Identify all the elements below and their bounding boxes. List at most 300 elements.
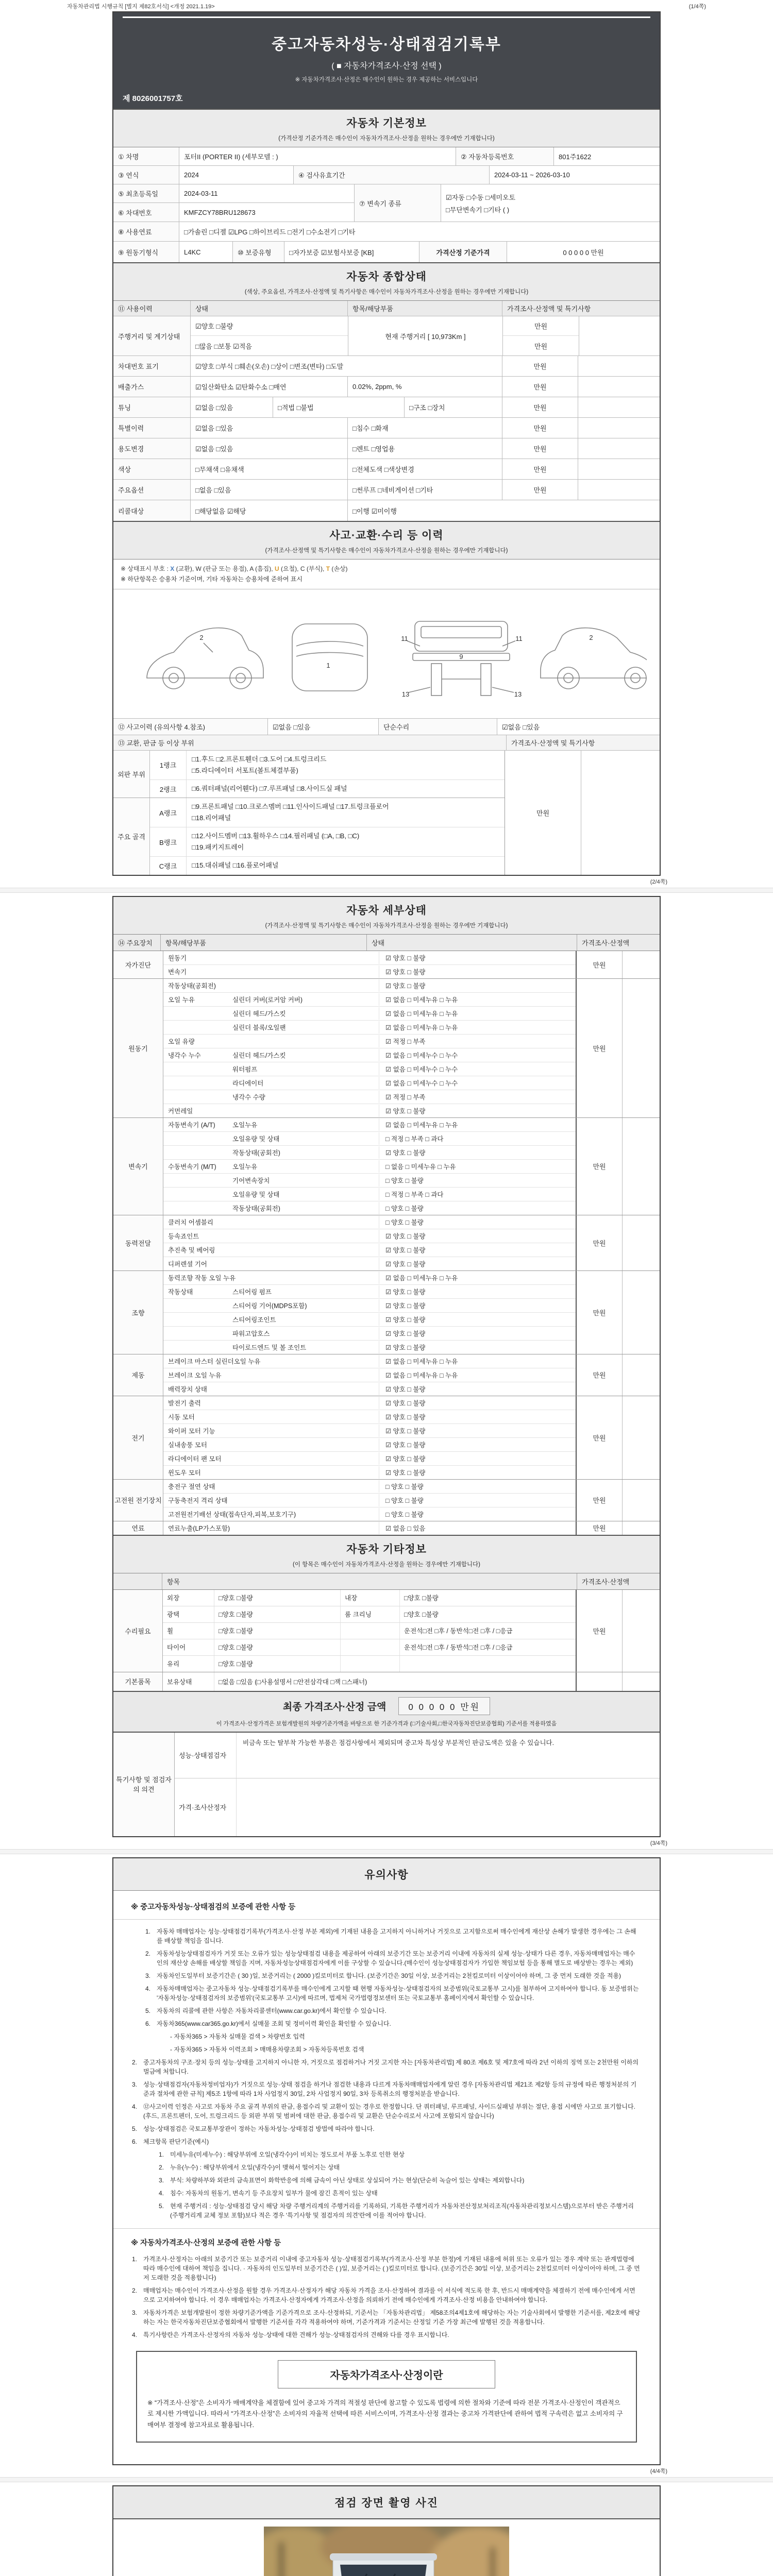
- remarks-cell: [578, 356, 660, 376]
- notice-item: [145, 2006, 641, 2015]
- diagram-number-2-left: 2: [199, 633, 204, 641]
- price-cell: 만원: [576, 951, 622, 978]
- device-row: [163, 1118, 576, 1132]
- device-subitem-label: 오일유량 및 상태: [232, 1135, 280, 1143]
- inspector-opinion-table: [113, 1733, 660, 1836]
- device-group-rows: [163, 979, 576, 1117]
- price-cell: 만원: [502, 459, 578, 479]
- device-row: [163, 1521, 576, 1535]
- price-cell: [576, 1672, 622, 1691]
- price-cell: 만원: [576, 1480, 622, 1521]
- device-status-checkboxes: ☑ 없음 □ 미세누수 □ 누수: [379, 1077, 576, 1089]
- device-item-label: 발전기 출력: [168, 1399, 201, 1407]
- price-cell: 만원: [576, 1354, 622, 1396]
- vin-marking-label: 차대번호 표기: [113, 356, 191, 376]
- device-row: [163, 1396, 576, 1410]
- main-options-row: [113, 480, 660, 500]
- price-cell: 만원: [576, 979, 622, 1117]
- device-group: [113, 1271, 660, 1354]
- device-row: [163, 951, 576, 965]
- sheet-page-4: [112, 2485, 661, 2576]
- first-registration-label: ⑤ 최초등록일: [113, 184, 179, 202]
- registration-no-label: ② 자동차등록번호: [456, 147, 554, 165]
- notice-item-number: 5.: [145, 2007, 151, 2014]
- price-cell: 만원: [502, 480, 578, 500]
- repair-item-a-label: 광택: [163, 1606, 214, 1622]
- notice-subtitle-1: ※ 중고자동차성능·상태점검의 보증에 관한 사항 등: [113, 1894, 660, 1920]
- repair-row: [163, 1590, 576, 1606]
- diagram-number-1: 1: [326, 661, 330, 669]
- repair-item-a-status: □양호 □불량: [214, 1606, 341, 1622]
- notice-item-number: 6.: [132, 2138, 138, 2145]
- device-subitem-label: [229, 1262, 379, 1265]
- price-cell: 만원: [502, 438, 578, 459]
- repair-item-b-label: 내장: [341, 1590, 400, 1606]
- device-row: [163, 1201, 576, 1215]
- overall-state-header: [113, 262, 660, 301]
- final-price-note: 이 가격조사·산정가격은 보험개발원의 차량기준가액을 바탕으로 한 기준가격과 (□기술사회,□한국자동차진단보증협회) 기준서를 적용하였음: [216, 1720, 557, 1727]
- mileage-label: 주행거리 및 계기상태: [113, 316, 191, 355]
- notice-item-number: 2.: [132, 2058, 138, 2066]
- notice-item-text: 부식: 차량하부와 외판의 금속표면이 화학반응에 의해 금속이 아닌 상태로 상실되어 가는 현상(단순히 녹슬어 있는 상태는 제외합니다): [170, 2176, 525, 2184]
- photo-area: [113, 2519, 660, 2576]
- rank-parts-checkboxes: [187, 751, 505, 779]
- vehicle-diagram: [113, 589, 660, 719]
- accident-history-note: (가격조사·산정액 및 특기사항은 매수인이 자동차가격조사·산정을 원하는 경우에만 기재합니다): [265, 548, 508, 554]
- transmission-type-value: [441, 184, 660, 222]
- device-item-label: [163, 1346, 229, 1349]
- device-item-label: 브레이크 오일 누유: [168, 1371, 222, 1379]
- device-item-label: 라디에이터 팬 모터: [168, 1455, 222, 1463]
- device-item-label: 충전구 절연 상태: [168, 1483, 215, 1490]
- device-item-label: 추진축 및 베어링: [168, 1246, 215, 1254]
- remarks-cell: [622, 1672, 660, 1691]
- overall-state-table: [113, 301, 660, 521]
- device-item-label: 작동상태: [168, 1288, 193, 1296]
- basic-row-name: [113, 147, 660, 166]
- device-group-rows: [163, 1271, 576, 1354]
- device-status-checkboxes: □ 적정 □ 부족 □ 과다: [379, 1188, 576, 1200]
- rank-parts-line-1: □15.대쉬패널 □16.플로어패널: [192, 861, 279, 870]
- price-cell: 만원: [502, 377, 578, 397]
- basic-items-label: 기본품목: [113, 1672, 163, 1691]
- col-major-device: ⑭ 주요장치: [113, 935, 161, 951]
- repair-rows: [163, 1590, 576, 1672]
- rank-groups: [113, 751, 505, 875]
- device-status-checkboxes: ☑ 없음 □ 미세누유 □ 누유: [379, 1272, 576, 1284]
- main-options-detail: □썬루프 □네비게이션 □기타: [348, 480, 502, 500]
- detail-state-note: (가격조사·산정액 및 특기사항은 매수인이 자동차가격조사·산정을 원하는 경우에만 기재합니다): [265, 922, 508, 929]
- price-cell: 만원: [576, 1271, 622, 1354]
- usage-change-label: 용도변경: [113, 438, 191, 459]
- device-row: [163, 1104, 576, 1117]
- rank-group: [113, 798, 505, 874]
- overall-state-title: 자동차 종합상태: [346, 271, 427, 283]
- notice-item: [159, 2045, 641, 2054]
- notice-item-text: 미세누유(미세누수) : 해당부위에 오일(냉각수)이 비치는 정도로서 부품 노후로 인한 현상: [170, 2150, 405, 2158]
- notice-item-text: 자동차인도일부터 보증기간은 ( 30 )일, 보증거리는 ( 2000 )킬로미터로 합니다. (보증기간은 30일 이상, 보증거리는 2천킬로미터 이상이어야 하며, 그 중 먼저 도래한 것을 적용): [157, 1972, 621, 1979]
- device-status-checkboxes: ☑ 적정 □ 부족: [379, 1091, 576, 1103]
- notice-item: [145, 1984, 641, 2003]
- inspection-validity-label: ④ 검사유효기간: [294, 166, 490, 184]
- basic-items-group: [113, 1672, 660, 1691]
- notice-item-text: - 자동차365 > 자동차 실매물 검색 > 차량번호 입력: [170, 2032, 305, 2040]
- performance-inspector-opinion: 비금속 또는 탈부착 가능한 부품은 점검사항에서 제외되며 중고차 특성상 부분적인 판금도색은 있을 수 있습니다.: [243, 1739, 554, 1747]
- device-status-checkboxes: ☑ 양호 □ 불량: [379, 1258, 576, 1270]
- color-label: 색상: [113, 459, 191, 479]
- notice-item-number: 4.: [159, 2189, 164, 2197]
- final-price-band: [113, 1691, 660, 1733]
- notice-item: [132, 2255, 641, 2282]
- device-group: [113, 1480, 660, 1521]
- registration-no-value: 801주1622: [559, 153, 592, 161]
- device-item-label: [163, 1304, 229, 1307]
- device-item-label: [163, 1318, 229, 1321]
- page-marker-2: (2/4쪽): [650, 878, 667, 885]
- color-detail: □전체도색 □색상변경: [348, 459, 502, 479]
- device-row: [163, 965, 576, 978]
- device-status-checkboxes: ☑ 양호 □ 불량: [379, 1438, 576, 1451]
- device-subitem-label: 기어변속장치: [232, 1177, 270, 1184]
- device-row: [163, 1007, 576, 1021]
- device-group-name: 제동: [113, 1354, 163, 1396]
- device-subitem-label: 작동상태(공회전): [232, 1205, 280, 1212]
- device-group-rows: [163, 1354, 576, 1396]
- device-item-label: [163, 1151, 229, 1154]
- device-row: [163, 1424, 576, 1438]
- device-row: [163, 979, 576, 993]
- car-outline-diagram-svg: [126, 596, 647, 711]
- device-subitem-label: [229, 1443, 379, 1446]
- diagram-number-11-left: 11: [401, 634, 408, 642]
- device-group-name: 고전원 전기장치: [113, 1480, 163, 1521]
- device-item-label: 커먼레일: [168, 1107, 193, 1115]
- etc-info-note: (이 항목은 매수인이 자동차가격조사·산정을 원하는 경우에만 기재합니다): [293, 1561, 480, 1568]
- notice-item: [132, 2102, 641, 2121]
- first-registration-value: 2024-03-11: [184, 190, 218, 197]
- device-subitem-label: [229, 1499, 379, 1502]
- device-row: [163, 1452, 576, 1466]
- repair-row: [163, 1623, 576, 1639]
- device-subitem-label: [229, 1234, 379, 1238]
- tuning-status-3: □구조 □장치: [405, 397, 502, 417]
- notice-item: [132, 2286, 641, 2304]
- repair-row: [163, 1656, 576, 1672]
- special-history-label: 특별이력: [113, 418, 191, 438]
- page-gap: [0, 2477, 773, 2482]
- rank-parts-line-1: □12.사이드멤버 □13.휠하우스 □14.필러패널 (□A, □B, □C): [192, 832, 360, 840]
- notice-item-number: 2.: [159, 2163, 164, 2171]
- tuning-status-1: ☑없음 □있음: [191, 397, 273, 417]
- etc-info-title: 자동차 기타정보: [346, 1543, 427, 1555]
- rank-table: [113, 751, 660, 875]
- device-row: [163, 1341, 576, 1354]
- exchange-parts-label: ⑬ 교환, 판금 등 이상 부위: [113, 735, 507, 750]
- device-row: [163, 1354, 576, 1368]
- base-price-value: 0 0 0 0 0 만원: [563, 248, 604, 257]
- final-price-value: 0 0 0 0 0 만원: [398, 1697, 490, 1715]
- device-status-checkboxes: ☑ 양호 □ 불량: [379, 1299, 576, 1312]
- price-cell: 만원: [576, 1118, 622, 1215]
- device-group-rows: [163, 1396, 576, 1479]
- fuel-checkboxes: □가솔린 □디젤 ☑LPG □하이브리드 □전기 □수소전기 □기타: [184, 228, 356, 236]
- notice-items-b: [113, 2255, 660, 2340]
- detail-state-header: [113, 897, 660, 935]
- device-item-label: 등속죠인트: [168, 1232, 199, 1240]
- device-subitem-label: [296, 1513, 379, 1516]
- device-item-label: 냉각수 누수: [168, 1052, 201, 1059]
- color-status: □무채색 □유채색: [191, 459, 348, 479]
- legend-part: (흠집),: [255, 565, 275, 572]
- rank-group-rows: [150, 798, 505, 874]
- device-item-label: [163, 1095, 229, 1098]
- basic-row-reg-vin-trans: [113, 184, 660, 222]
- device-subitem-label: [229, 1429, 379, 1432]
- device-group-name: 변속기: [113, 1118, 163, 1215]
- remarks-cell: [622, 1215, 660, 1270]
- device-status-checkboxes: □ 양호 □ 불량: [379, 1480, 576, 1493]
- notice-item: [159, 2032, 641, 2041]
- diagram-number-13-right: 13: [514, 690, 522, 698]
- device-status-checkboxes: ☑ 없음 □ 있음: [379, 1522, 576, 1534]
- device-row: [163, 1035, 576, 1048]
- notice-item: [132, 2330, 641, 2340]
- remarks-cell: [578, 459, 660, 479]
- simple-repair-label: 단순수리: [379, 719, 497, 735]
- device-group-name: 연료: [113, 1521, 163, 1535]
- device-row: [163, 1146, 576, 1160]
- sheet-page-3: [112, 1857, 661, 2466]
- etc-col-blank: [113, 1573, 162, 1589]
- device-subitem-label: 실린더 커버(로커암 커버): [232, 996, 303, 1004]
- device-group: [113, 1396, 660, 1480]
- device-item-label: 와이퍼 모터 기능: [168, 1427, 215, 1435]
- device-group: [113, 951, 660, 979]
- price-cell: 만원: [576, 1521, 622, 1535]
- repair-item-a-label: 타이어: [163, 1639, 214, 1655]
- notice-item-text: 가격조사·산정자는 아래의 보증기간 또는 보증거리 이내에 중고자동차 성능·상태점검기록부(가격조사·산정 부분 한정)에 기재된 내용에 허위 또는 오류가 있는 경우 계약 또는 관계법령에 따라 매수인에 대하여 책임을 집니다. · 자동차의 인도일부터 보증기간은 ( )일, 보증거리는 ( )킬로미터로 합니다. (보증기간은 30일 이상, 보증거리는 2천킬로미터 이상이어야 하며, 그 중 먼저 도래한 것을 적용합니다): [143, 2255, 640, 2281]
- device-subitem-label: [229, 970, 379, 973]
- model-year-value: 2024: [179, 166, 294, 184]
- sheet-page-2: [112, 896, 661, 1837]
- device-item-label: [163, 1067, 229, 1071]
- document-title: 중고자동차성능·상태점검기록부: [272, 36, 501, 53]
- device-group-name: 자가진단: [113, 951, 163, 978]
- vin-marking-status: ☑양호 □부식 □훼손(오손) □상이 □변조(변타) □도말: [191, 356, 502, 376]
- notice-item: [132, 2058, 641, 2076]
- first-registration-row: [113, 184, 354, 203]
- device-group-name: 조향: [113, 1271, 163, 1354]
- legend-part: T: [326, 565, 330, 572]
- legend-part: X: [170, 565, 175, 572]
- diagram-number-13-left: 13: [401, 690, 410, 698]
- device-subitem-label: 냉각수 수량: [232, 1093, 265, 1101]
- price-cell: 만원: [576, 1215, 622, 1270]
- rank-parts-line-2: □19.패키지트레이: [192, 843, 244, 852]
- col-item-part: 항목/해당부품: [161, 935, 367, 951]
- remarks-cell: [622, 979, 660, 1117]
- etc-col-price: 가격조사·산정액: [582, 1578, 630, 1586]
- engine-type-value: L4KC: [179, 242, 233, 262]
- device-subitem-label: 오일누유: [232, 1163, 258, 1171]
- device-subitem-label: [229, 1387, 379, 1391]
- notice-item-text: ⑫사고이력 인정은 사고로 자동차 주요 골격 부위의 판금, 용접수리 및 교환이 있는 경우로 한정합니다. 단 쿼터패널, 루프패널, 사이드실패널 부위는 절단, 용접 시에만 사고로 표기합니다. (후드, 프론트펜더, 도어, 트렁크리드 등 외판 부위 및 범퍼에 대한 판금, 용접수리 및 교환은 단순수리로서 사고에 포함되지 않습니다): [143, 2103, 635, 2120]
- rank-row: [150, 827, 505, 857]
- device-group: [113, 1118, 660, 1215]
- price-appraisal-definition-body: ※ “가격조사·산정”은 소비자가 매매계약을 체결함에 있어 중고차 가격의 적절성 판단에 참고할 수 있도록 법령에 의한 절차와 기준에 따라 전문 가격조사·산정인이 객관적으로 제시한 가액입니다. 따라서 “가격조사·산정”은 소비자의 자율적 선택에 따른 서비스이며, 가격조사·산정 결과는 중고차 가격판단에 관하여 법적 구속력은 없고 소비자의 구매여부 결정에 참고자료로 활용됩니다.: [147, 2399, 623, 2429]
- tuning-status-2: □적법 □불법: [273, 397, 405, 417]
- notice-item: [132, 2080, 641, 2098]
- notice-item-text: 자동차성능상태점검자가 거짓 또는 오류가 있는 성능상태점검 내용을 제공하여 아래의 보증기간 또는 보증거리 이내에 자동차의 실제 성능·상태가 다른 경우, 자동차매매업자는 매수인의 재산상 손해를 배상할 책임을 지며, 자동차성능상태점검자에게 이를 구상할 수 있습니다.(매수인이 성능상태점검자가 가입한 책임보험 등을 통해 별도로 배상받는 경우는 제외): [157, 1950, 635, 1967]
- car-name-value: 포터II (PORTER II) (세부모델 : ): [179, 147, 456, 165]
- device-item-label: [163, 1207, 229, 1210]
- basic-items-row: [163, 1672, 576, 1691]
- basic-info-header: [113, 109, 660, 147]
- device-subitem-label: 스티어링조인트: [232, 1316, 276, 1324]
- device-status-checkboxes: ☑ 양호 □ 불량: [379, 1285, 576, 1298]
- document-note: ※ 자동차가격조사·산정은 매수인이 원하는 경우 제공하는 서비스입니다: [295, 77, 478, 83]
- device-row: [163, 1507, 576, 1521]
- used-car-inspection-report: [0, 2, 773, 2576]
- device-status-checkboxes: ☑ 없음 □ 미세누유 □ 누유: [379, 1355, 576, 1367]
- basic-row-year: [113, 166, 660, 184]
- device-row: [163, 1285, 576, 1299]
- notice-item-text: 매매업자는 매수인이 가격조사·산정을 원할 경우 가격조사·산정자가 해당 자동차 가격을 조사·산정하여 결과를 이 서식에 적도록 한 후, 반드시 매매계약을 체결하기 전에 매수인에게 서면으로 고지하여야 합니다. 이 경우 매매업자는 가격조사·산정자에게 가격조사·산정을 의뢰하기 전에 매수인에게 가격조사·산정 비용을 안내하여야 합니다.: [143, 2286, 635, 2303]
- notice-item-text: 침수: 자동차의 원동기, 변속기 등 주요장치 일부가 물에 잠긴 흔적이 있는 상태: [170, 2189, 378, 2197]
- legend-part: C: [300, 565, 305, 572]
- notice-item-text: 자동차매매업자는 중고자동차 성능·상태점검기록부를 매수인에게 고지할 때 현행 자동차성능·상태점검자의 보증범위(국토교통부 고시)를 첨부하여 고지하여야 합니다. 동 보증범위는 '자동차성능·상태점검자의 보증범위'(국토교통부 고시)에 따르며, 법제처 국가법령정보센터 또는 국토교통부 홈페이지에서 확인할 수 있습니다.: [157, 1985, 639, 2002]
- notice-item-number: 2.: [145, 1950, 151, 1957]
- rank-level-label: A랭크: [150, 798, 187, 827]
- notice-item-number: 1.: [132, 2255, 138, 2263]
- notice-item: [132, 2137, 641, 2146]
- main-options-label: 주요옵션: [113, 480, 191, 500]
- notice-item: [159, 2150, 641, 2159]
- device-subitem-label: 워터펌프: [232, 1065, 258, 1073]
- notice-subtitle-2: ※ 자동차가격조사·산정의 보증에 관한 사항 등: [113, 2228, 660, 2251]
- device-item-label: [163, 1332, 229, 1335]
- inspection-validity-value: 2024-03-11 ~ 2026-03-10: [494, 171, 570, 179]
- device-item-label: 윈도우 모터: [168, 1469, 201, 1477]
- basic-info-title: 자동차 기본정보: [346, 117, 427, 129]
- notice-item-number: 1.: [145, 1927, 151, 1935]
- notice-item-text: 중고자동차의 구조·장치 등의 성능·상태를 고지하지 아니한 자, 거짓으로 점검하거나 거짓 고지한 자는 [자동차관리법] 제 80조 제6호 및 제7호에 따라 2년 이하의 징역 또는 2천만원 이하의 벌금에 처합니다.: [143, 2058, 639, 2075]
- device-subitem-label: 실린더 헤드/가스킷: [232, 1010, 286, 1018]
- legend-part: A: [249, 565, 254, 572]
- repair-item-a-status: □양호 □불량: [214, 1590, 341, 1606]
- rank-row: [150, 857, 505, 874]
- color-row: [113, 459, 660, 480]
- etc-col-item: 항목: [162, 1573, 577, 1589]
- remarks-cell: [578, 418, 660, 438]
- special-history-status: ☑없음 □있음: [191, 418, 348, 438]
- detail-col-headers: [113, 935, 660, 951]
- notice-item-text: 성능·상태점검자(자동차정비업자)가 거짓으로 성능·상태 점검을 하거나 점검한 내용과 다르게 자동차매매업자에게 알린 경우 [자동차관리법 제21조 제2항 등의 규정에 따른 행정처분의 기준과 절차에 관한 규칙] 제5조 1항에 따라 1차 사업정지 30일, 2차 사업정지 90일, 3차 등록취소의 행정처분을 받습니다.: [143, 2080, 637, 2097]
- repair-item-a-status: □양호 □불량: [214, 1656, 341, 1672]
- notice-items-a: [113, 1927, 660, 2220]
- emission-row: [113, 377, 660, 397]
- price-appraiser-row: [175, 1778, 660, 1836]
- price-cell: 만원: [576, 1396, 622, 1479]
- detail-table-body: [113, 951, 660, 1535]
- device-item-label: [163, 1193, 229, 1196]
- device-item-label: 오일 누유: [168, 996, 195, 1004]
- accident-history-title: 사고·교환·수리 등 이력: [329, 530, 444, 541]
- device-row: [163, 1299, 576, 1313]
- notice-item-number: 5.: [132, 2125, 138, 2132]
- col-usage-history: ⑪ 사용이력: [113, 301, 191, 316]
- device-subitem-label: [229, 956, 379, 959]
- col-price: 가격조사·산정액: [582, 939, 630, 947]
- device-item-label: 동력조향 작동 오일 누유: [168, 1274, 236, 1282]
- device-item-label: 디퍼렌셜 기어: [168, 1260, 207, 1268]
- device-status-checkboxes: ☑ 없음 □ 미세누유 □ 누유: [379, 1118, 576, 1131]
- usage-change-row: [113, 438, 660, 459]
- col-price-remarks: 가격조사·산정액 및 특기사항: [502, 301, 660, 316]
- device-row: [163, 993, 576, 1007]
- device-item-label: [163, 1026, 229, 1029]
- remarks-cell: [622, 1354, 660, 1396]
- device-status-checkboxes: ☑ 양호 □ 불량: [379, 1425, 576, 1437]
- device-item-label: 작동상태(공회전): [168, 982, 216, 990]
- remarks-cell: [579, 316, 660, 355]
- diagram-number-11-right: 11: [515, 634, 523, 642]
- device-group-rows: [163, 1480, 576, 1521]
- price-cell: 만원: [576, 1590, 622, 1672]
- device-status-checkboxes: ☑ 양호 □ 불량: [379, 1397, 576, 1409]
- device-status-checkboxes: □ 양호 □ 불량: [379, 1216, 576, 1228]
- rank-parts-checkboxes: [187, 827, 505, 856]
- notice-item: [132, 2124, 641, 2133]
- notice-item-number: 5.: [159, 2202, 164, 2210]
- device-subitem-label: 실린더 헤드/가스킷: [232, 1052, 286, 1059]
- device-row: [163, 1368, 576, 1382]
- remarks-cell: [622, 1521, 660, 1535]
- device-status-checkboxes: ☑ 없음 □ 미세누수 □ 누수: [379, 1049, 576, 1061]
- device-row: [163, 1466, 576, 1479]
- device-item-label: [163, 1081, 229, 1084]
- device-item-label: 브레이크 마스터 실린더오일 누유: [168, 1358, 261, 1365]
- repair-item-b-label: [341, 1623, 400, 1639]
- device-subitem-label: 오일유량 및 상태: [232, 1191, 280, 1198]
- accident-history-label: ⑫ 사고이력 (유의사항 4.참조): [113, 719, 268, 735]
- usage-change-status: ☑없음 □있음: [191, 438, 348, 459]
- rank-row: [150, 780, 505, 798]
- device-status-checkboxes: ☑ 양호 □ 불량: [379, 1105, 576, 1117]
- device-row: [163, 1480, 576, 1494]
- etc-col-headers: [113, 1573, 660, 1590]
- rank-parts-checkboxes: [187, 857, 505, 874]
- photo-section-title: 점검 장면 촬영 사진: [113, 2486, 660, 2519]
- price-cell: 만원: [502, 356, 578, 376]
- device-group-rows: [163, 1118, 576, 1215]
- device-subitem-label: 작동상태(공회전): [232, 1149, 280, 1157]
- engine-type-label: ⑨ 원동기형식: [113, 242, 179, 262]
- rank-parts-line-1: □1.후드 □2.프론트휀더 □3.도어 □4.트렁크리드: [192, 755, 327, 763]
- notice-item-number: 3.: [159, 2176, 164, 2184]
- simple-repair-status: ☑없음 □있음: [502, 723, 540, 731]
- page-marker-3: (3/4쪽): [650, 1840, 667, 1846]
- notice-body: [113, 1891, 660, 2465]
- device-row: [163, 1410, 576, 1424]
- warranty-type-label: ⑩ 보증유형: [233, 242, 284, 262]
- device-row: [163, 1271, 576, 1285]
- col-status: 상태: [191, 301, 348, 316]
- rank-row: [150, 798, 505, 827]
- notice-item: [145, 2019, 641, 2028]
- device-item-label: 연료누출(LP가스포함): [168, 1524, 230, 1532]
- col-part: 항목/해당부품: [348, 301, 502, 316]
